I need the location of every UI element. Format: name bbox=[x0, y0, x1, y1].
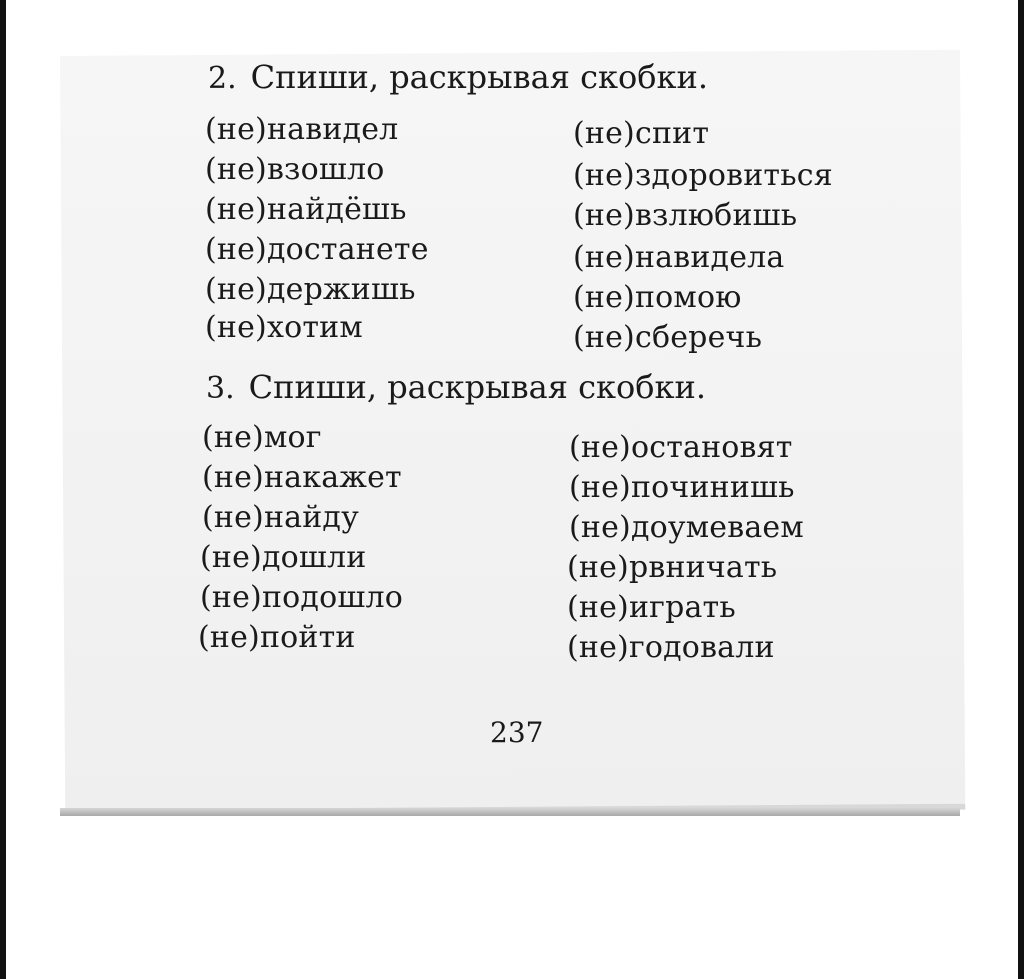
page-edge bbox=[60, 808, 960, 816]
task-3-right-word: (не)играть bbox=[567, 590, 736, 625]
task-3-left-word: (не)пойти bbox=[198, 620, 356, 655]
task-2-left-word: (не)найдёшь bbox=[205, 192, 407, 227]
task-3-heading bbox=[206, 368, 706, 406]
task-2-right-word: (не)спит bbox=[573, 116, 710, 151]
task-3-number: 3. bbox=[206, 371, 235, 406]
task-2-right-word: (не)взлюбишь bbox=[573, 198, 798, 233]
photo-frame-left bbox=[0, 0, 6, 979]
task-3-left-word: (не)подошло bbox=[200, 580, 403, 615]
task-3-right-word: (не)годовали bbox=[567, 630, 775, 665]
photo-frame-right bbox=[1018, 0, 1024, 979]
task-2-right-word: (не)сберечь bbox=[573, 320, 763, 355]
task-3-right-word: (не)остановят bbox=[569, 430, 793, 465]
page-number: 237 bbox=[490, 716, 544, 749]
task-2-left-word: (не)хотим bbox=[205, 310, 363, 345]
task-2-right-word: (не)здоровиться bbox=[573, 158, 833, 193]
task-3-title: Спиши, раскрывая скобки. bbox=[248, 368, 707, 406]
task-3-left-word: (не)найду bbox=[202, 500, 359, 535]
task-2-right-word: (не)навидела bbox=[573, 240, 785, 275]
task-3-right-word: (не)починишь bbox=[569, 470, 795, 505]
task-3-right-word: (не)рвничать bbox=[567, 550, 778, 585]
task-3-left-word: (не)накажет bbox=[202, 460, 402, 495]
task-3-right-word: (не)доумеваем bbox=[569, 510, 804, 545]
task-2-left-word: (не)взошло bbox=[205, 152, 385, 187]
task-3-left-word: (не)дошли bbox=[200, 540, 367, 575]
task-2-left-word: (не)достанете bbox=[205, 232, 429, 267]
task-2-right-word: (не)помою bbox=[573, 280, 742, 315]
task-2-left-word: (не)держишь bbox=[205, 272, 416, 307]
task-3-left-word: (не)мог bbox=[202, 420, 322, 455]
task-2-number: 2. bbox=[208, 61, 237, 96]
task-2-title: Спиши, раскрывая скобки. bbox=[250, 58, 709, 96]
task-2-left-word: (не)навидел bbox=[205, 112, 399, 147]
task-2-heading bbox=[208, 58, 708, 96]
